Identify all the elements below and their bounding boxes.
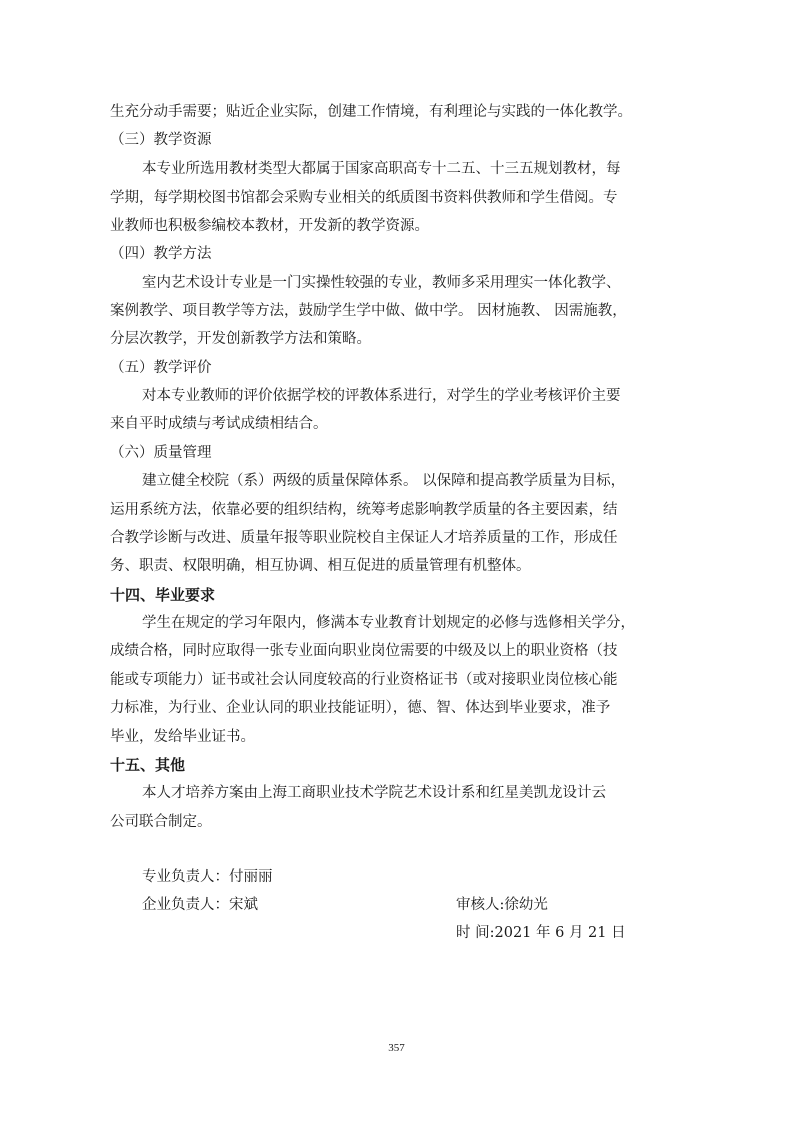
body-text-line: 力标准，为行业、企业认同的职业技能证明），德、智、体达到毕业要求，准予 bbox=[110, 700, 611, 716]
body-text-line: 生充分动手需要；贴近企业实际，创建工作情境，有利理论与实践的一体化教学。 bbox=[110, 104, 632, 120]
chapter-heading: 十五、其他 bbox=[110, 756, 186, 774]
section-heading: （四）教学方法 bbox=[110, 246, 212, 262]
body-text-line: 分层次教学，开发创新教学方法和策略。 bbox=[110, 331, 371, 347]
signature-date: 时 间:2021 年 6 月 21 日 bbox=[456, 925, 626, 941]
body-text-line: 案例教学、项目教学等方法，鼓励学生学中做、做中学。 因材施教、 因需施教， bbox=[110, 303, 627, 319]
body-text-line: 能或专项能力）证书或社会认同度较高的行业资格证书（或对接职业岗位核心能 bbox=[110, 672, 618, 688]
body-text-line: 务、职责、权限明确，相互协调、相互促进的质量管理有机整体。 bbox=[110, 558, 531, 574]
body-text-line: 业教师也积极参编校本教材，开发新的教学资源。 bbox=[110, 218, 429, 234]
page-number: 357 bbox=[388, 1042, 405, 1054]
body-text-line: 室内艺术设计专业是一门实操性较强的专业，教师多采用理实一体化教学、 bbox=[142, 275, 621, 291]
body-text-line: 合教学诊断与改进、质量年报等职业院校自主保证人才培养质量的工作，形成任 bbox=[110, 530, 618, 546]
enterprise-head-signature: 企业负责人：宋斌 bbox=[142, 897, 258, 913]
body-text-line: 学生在规定的学习年限内，修满本专业教育计划规定的必修与选修相关学分， bbox=[142, 615, 635, 631]
body-text-line: 学期，每学期校图书馆都会采购专业相关的纸质图书资料供教师和学生借阅。专 bbox=[110, 190, 618, 206]
reviewer-signature: 审核人:徐幼光 bbox=[456, 897, 548, 913]
body-text-line: 公司联合制定。 bbox=[110, 814, 212, 830]
body-text-line: 本人才培养方案由上海工商职业技术学院艺术设计系和红星美凯龙设计云 bbox=[142, 785, 606, 801]
body-text-line: 毕业，发给毕业证书。 bbox=[110, 729, 255, 745]
body-text-line: 对本专业教师的评价依据学校的评教体系进行，对学生的学业考核评价主要 bbox=[142, 388, 621, 404]
major-head-signature: 专业负责人：付丽丽 bbox=[142, 869, 273, 885]
body-text-line: 建立健全校院（系）两级的质量保障体系。 以保障和提高教学质量为目标， bbox=[142, 473, 626, 489]
body-text-line: 运用系统方法，依靠必要的组织结构，统筹考虑影响教学质量的各主要因素，结 bbox=[110, 502, 618, 518]
body-text-line: 成绩合格，同时应取得一张专业面向职业岗位需要的中级及以上的职业资格（技 bbox=[110, 643, 618, 659]
body-text-line: 本专业所选用教材类型大都属于国家高职高专十二五、十三五规划教材，每 bbox=[142, 161, 621, 177]
body-text-line: 来自平时成绩与考试成绩相结合。 bbox=[110, 416, 328, 432]
section-heading: （五）教学评价 bbox=[110, 360, 212, 376]
section-heading: （六）质量管理 bbox=[110, 445, 212, 461]
section-heading: （三）教学资源 bbox=[110, 132, 212, 148]
chapter-heading: 十四、毕业要求 bbox=[110, 586, 216, 604]
